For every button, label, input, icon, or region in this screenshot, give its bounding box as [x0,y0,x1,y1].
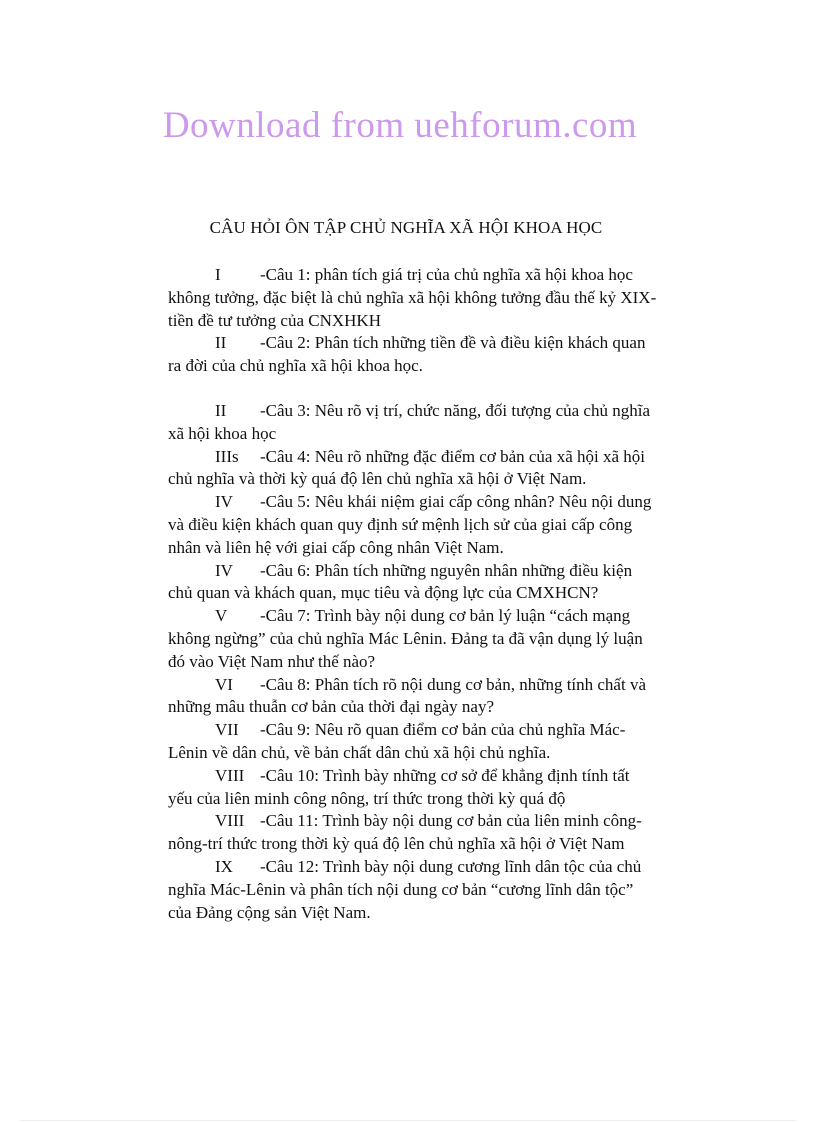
question-roman-numeral: I [215,265,221,284]
question-item [168,765,658,811]
question-item [168,560,658,606]
question-roman-numeral: VIII [215,765,245,785]
question-item [168,264,658,332]
question-item [168,719,658,765]
question-roman-numeral: IV [215,560,233,580]
question-text: -Câu 3: Nêu rõ vị trí, chức năng, đối tượng của chủ nghĩa xã hội khoa học [168,400,650,443]
question-roman-numeral: IIIs [215,446,239,466]
question-text: -Câu 1: phân tích giá trị của chủ nghĩa xã hội khoa học không tưởng, đặc biệt là chủ nghĩa xã hội không tưởng đầu thế kỷ XIX- tiền đề tư tưởng của CNXHKH [168,265,657,330]
question-item [168,810,658,856]
question-text: -Câu 7: Trình bày nội dung cơ bản lý luận “cách mạng không ngừng” của chủ nghĩa Mác Lênin. Đảng ta đã vận dụng lý luận đó vào Việt Nam như thế nào? [168,606,643,671]
question-roman-numeral: V [215,606,228,626]
question-item [168,674,658,720]
question-text: -Câu 12: Trình bày nội dung cương lĩnh dân tộc của chủ nghĩa Mác-Lênin và phân tích nội dung cơ bản “cương lĩnh dân tộc” của Đảng cộng sản Việt Nam. [168,856,642,922]
question-text: -Câu 8: Phân tích rõ nội dung cơ bản, những tính chất và những mâu thuẫn cơ bản của thời đại ngày nay? [168,674,646,717]
page-bottom-divider [20,1120,796,1121]
question-text: -Câu 10: Trình bày những cơ sở để khẳng định tính tất yếu của liên minh công nông, trí thức trong thời kỳ quá độ [168,765,630,808]
question-item [168,856,658,924]
question-text: -Câu 2: Phân tích những tiền đề và điều kiện khách quan ra đời của chủ nghĩa xã hội khoa học. [168,333,646,376]
question-item [168,400,658,446]
question-roman-numeral: II [215,400,227,420]
watermark-text: Download from uehforum.com [162,105,638,146]
question-roman-numeral: VI [215,674,233,694]
question-list [168,264,658,924]
question-text: -Câu 5: Nêu khái niệm giai cấp công nhân? Nêu nội dung và điều kiện khách quan quy định sứ mệnh lịch sử của giai cấp công nhân và liên hệ với giai cấp công nhân Việt Nam. [168,492,652,557]
question-roman-numeral: IV [215,492,233,512]
question-item [168,332,658,378]
question-item [168,491,658,559]
question-item [168,446,658,492]
question-item [168,605,658,673]
document-title: CÂU HỎI ÔN TẬP CHỦ NGHĨA XÃ HỘI KHOA HỌC [209,218,603,237]
question-text: -Câu 6: Phân tích những nguyên nhân những điều kiện chủ quan và khách quan, mục tiêu và động lực của CMXHCN? [168,560,633,603]
question-roman-numeral: VIII [215,811,245,831]
question-text: -Câu 9: Nêu rõ quan điểm cơ bản của chủ nghĩa Mác-Lênin về dân chủ, về bản chất dân chủ xã hội chủ nghĩa. [168,720,626,762]
question-roman-numeral: IX [215,856,233,876]
question-roman-numeral: II [215,333,227,353]
question-text: -Câu 4: Nêu rõ những đặc điểm cơ bản của xã hội xã hội chủ nghĩa và thời kỳ quá độ lên chủ nghĩa xã hội ở Việt Nam. [168,446,646,489]
question-roman-numeral: VII [215,720,239,740]
question-text: -Câu 11: Trình bày nội dung cơ bản của liên minh công-nông-trí thức trong thời kỳ quá độ lên chủ nghĩa xã hội ở Việt Nam [168,811,642,854]
